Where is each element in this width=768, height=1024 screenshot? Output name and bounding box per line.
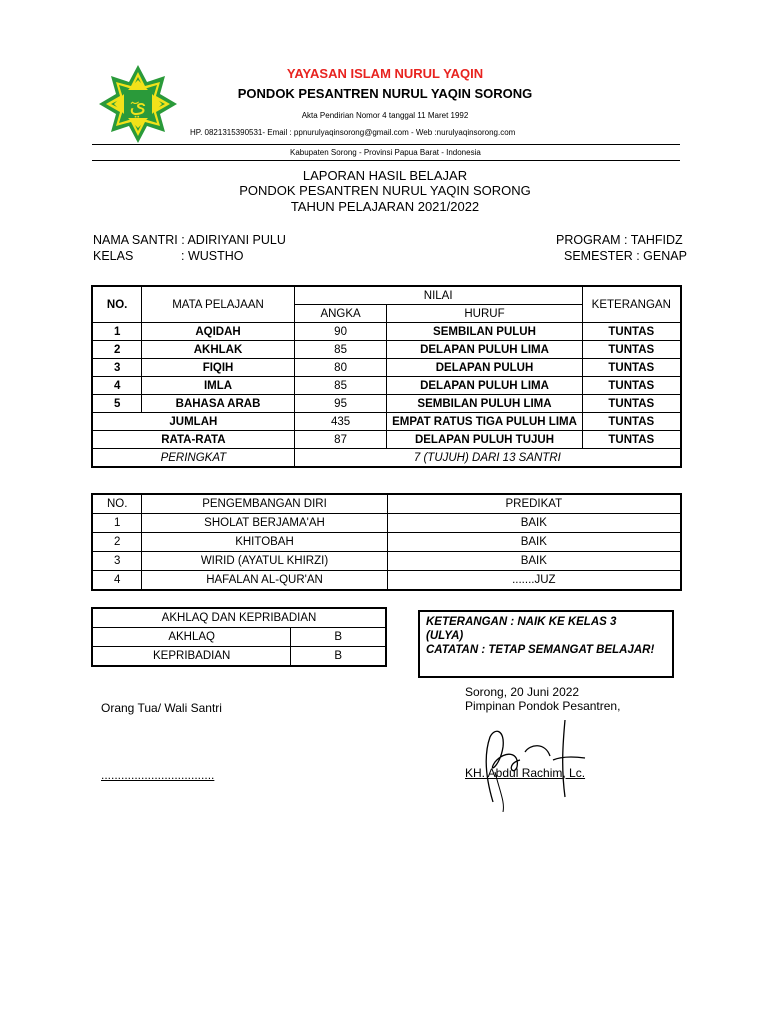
dev-predikat: BAIK — [387, 552, 681, 571]
handwritten-signature — [465, 712, 595, 812]
row-ket: TUNTAS — [582, 359, 681, 377]
leader-name: KH. Abdul Rachim, Lc. — [465, 766, 586, 780]
program-info: PROGRAM : TAHFIDZ — [556, 233, 683, 247]
dev-header-no: NO. — [92, 494, 142, 514]
row-no: 2 — [92, 341, 142, 359]
character-header: AKHLAQ DAN KEPRIBADIAN — [92, 608, 386, 628]
row-angka: 80 — [294, 359, 387, 377]
signing-date: Sorong, 20 Juni 2022 — [465, 685, 580, 699]
development-table — [91, 493, 682, 591]
total-angka: 435 — [294, 413, 387, 431]
row-huruf: DELAPAN PULUH LIMA — [387, 341, 582, 359]
character-label: KEPRIBADIAN — [92, 647, 291, 667]
table-row — [92, 514, 681, 533]
table-row — [92, 552, 681, 571]
table-row — [92, 323, 681, 341]
row-ket: TUNTAS — [582, 323, 681, 341]
rank-value: 7 (TUJUH) DARI 13 SANTRI — [294, 449, 681, 468]
grades-table — [91, 285, 682, 468]
student-name: NAMA SANTRI : ADIRIYANI PULU — [93, 233, 286, 247]
row-ket: TUNTAS — [582, 341, 681, 359]
dev-no: 2 — [92, 533, 142, 552]
dev-no: 4 — [92, 571, 142, 591]
report-title: LAPORAN HASIL BELAJAR — [302, 168, 468, 183]
dev-no: 1 — [92, 514, 142, 533]
total-label: JUMLAH — [92, 413, 294, 431]
dev-item: HAFALAN AL-QUR'AN — [142, 571, 387, 591]
contact-info: HP. 0821315390531- Email : ppnurulyaqinsorong@gmail.com - Web :nurulyaqinsorong.com — [190, 128, 516, 137]
row-angka: 95 — [294, 395, 387, 413]
dev-no: 3 — [92, 552, 142, 571]
header-no: NO. — [92, 286, 142, 323]
report-year: TAHUN PELAJARAN 2021/2022 — [290, 199, 480, 214]
table-row — [92, 341, 681, 359]
dev-item: SHOLAT BERJAMA'AH — [142, 514, 387, 533]
row-ket: TUNTAS — [582, 377, 681, 395]
rank-label: PERINGKAT — [92, 449, 294, 468]
dev-header-predikat: PREDIKAT — [387, 494, 681, 514]
average-label: RATA-RATA — [92, 431, 294, 449]
dev-predikat: BAIK — [387, 533, 681, 552]
character-value: B — [291, 647, 386, 667]
table-row — [92, 647, 386, 667]
dev-header-item: PENGEMBANGAN DIRI — [142, 494, 387, 514]
row-no: 4 — [92, 377, 142, 395]
notes-ulya: (ULYA) — [426, 630, 464, 642]
average-row — [92, 431, 681, 449]
class-label: KELAS — [93, 249, 134, 263]
table-row — [92, 628, 386, 647]
foundation-name: YAYASAN ISLAM NURUL YAQIN — [286, 66, 484, 81]
row-subject: AKHLAK — [142, 341, 294, 359]
dev-predikat: BAIK — [387, 514, 681, 533]
row-ket: TUNTAS — [582, 395, 681, 413]
region-info: Kabupaten Sorong - Provinsi Papua Barat - Indonesia — [290, 148, 481, 157]
total-ket: TUNTAS — [582, 413, 681, 431]
table-row — [92, 533, 681, 552]
header-divider — [92, 144, 680, 145]
table-row — [92, 571, 681, 591]
row-no: 1 — [92, 323, 142, 341]
header-divider-2 — [92, 160, 680, 161]
dev-predikat: .......JUZ — [387, 571, 681, 591]
row-huruf: SEMBILAN PULUH LIMA — [387, 395, 582, 413]
row-subject: AQIDAH — [142, 323, 294, 341]
row-angka: 85 — [294, 341, 387, 359]
logo-glyph: يٓ — [129, 93, 147, 118]
row-subject: FIQIH — [142, 359, 294, 377]
founding-deed: Akta Pendirian Nomor 4 tanggal 11 Maret 1992 — [301, 111, 469, 120]
notes-keterangan: KETERANGAN : NAIK KE KELAS 3 — [426, 616, 617, 628]
dev-item: WIRID (AYATUL KHIRZI) — [142, 552, 387, 571]
table-row — [92, 377, 681, 395]
row-huruf: DELAPAN PULUH LIMA — [387, 377, 582, 395]
parent-signature-blank: .................................. — [101, 768, 215, 782]
notes-box — [418, 610, 674, 678]
notes-catatan: CATATAN : TETAP SEMANGAT BELAJAR! — [426, 644, 655, 656]
header-subject: MATA PELAJAAN — [142, 286, 294, 323]
header-huruf: HURUF — [387, 305, 582, 323]
header-angka: ANGKA — [294, 305, 387, 323]
school-name: PONDOK PESANTREN NURUL YAQIN SORONG — [237, 86, 533, 101]
row-huruf: DELAPAN PULUH — [387, 359, 582, 377]
header-nilai: NILAI — [294, 286, 582, 305]
total-huruf: EMPAT RATUS TIGA PULUH LIMA — [387, 413, 582, 431]
semester-info: SEMESTER : GENAP — [564, 249, 687, 263]
row-subject: BAHASA ARAB — [142, 395, 294, 413]
character-table — [91, 607, 387, 667]
leader-title: Pimpinan Pondok Pesantren, — [465, 699, 621, 713]
average-angka: 87 — [294, 431, 387, 449]
row-angka: 90 — [294, 323, 387, 341]
row-no: 5 — [92, 395, 142, 413]
row-no: 3 — [92, 359, 142, 377]
average-ket: TUNTAS — [582, 431, 681, 449]
total-row — [92, 413, 681, 431]
row-subject: IMLA — [142, 377, 294, 395]
header-keterangan: KETERANGAN — [582, 286, 681, 323]
row-huruf: SEMBILAN PULUH — [387, 323, 582, 341]
parent-title: Orang Tua/ Wali Santri — [101, 701, 222, 715]
row-angka: 85 — [294, 377, 387, 395]
character-value: B — [291, 628, 386, 647]
report-school: PONDOK PESANTREN NURUL YAQIN SORONG — [239, 183, 531, 198]
table-row — [92, 359, 681, 377]
character-label: AKHLAQ — [92, 628, 291, 647]
rank-row — [92, 449, 681, 468]
average-huruf: DELAPAN PULUH TUJUH — [387, 431, 582, 449]
table-row — [92, 395, 681, 413]
class-value: : WUSTHO — [181, 249, 244, 263]
dev-item: KHITOBAH — [142, 533, 387, 552]
